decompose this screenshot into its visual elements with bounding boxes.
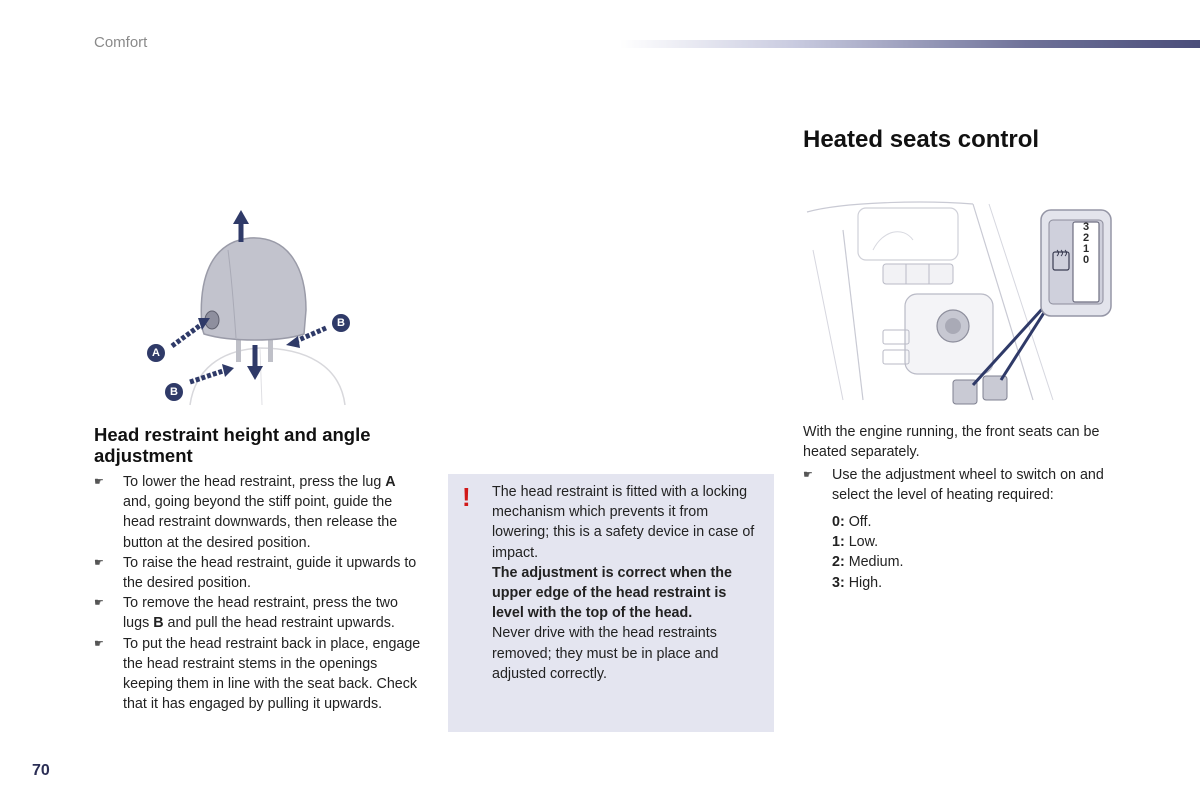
heating-levels [832, 512, 904, 593]
instruction-text: To remove the head restraint, press the two lugs [123, 595, 398, 632]
wheel-mark-0: 0 [1082, 254, 1090, 266]
warning-box [448, 474, 774, 732]
header-bar [620, 40, 1200, 48]
wheel-marks [1073, 222, 1099, 266]
wheel-mark-3: 3 [1082, 221, 1090, 233]
pointing-hand-icon: ☛ [803, 469, 813, 481]
instruction-text: and pull the head restraint upwards. [163, 615, 395, 632]
section-label: Comfort [94, 34, 148, 51]
instruction-text: To raise the head restraint, guide it upwards to the desired position. [123, 554, 417, 592]
warning-text-3: Never drive with the head restraints removed; they must be in place and adjusted correctly. [492, 625, 719, 682]
heated-seats-figure [803, 190, 1115, 408]
heated-seats-heading: Heated seats control [803, 126, 1040, 153]
instruction-text: and, going beyond the stiff point, guide the head restraint downwards, then release the button at the desired position. [123, 494, 398, 551]
instruction-text: A [385, 474, 396, 490]
pointing-hand-icon: ☛ [94, 597, 104, 610]
heating-level-value: High. [844, 574, 883, 591]
instruction-item [94, 472, 424, 553]
heating-level-key: 0: [832, 514, 845, 530]
heating-level-key: 2: [832, 554, 845, 571]
page-number: 70 [32, 762, 50, 779]
warning-text [492, 482, 762, 684]
head-restraint-figure [140, 200, 380, 410]
heating-level-value: Medium. [844, 554, 904, 571]
heated-seats-intro: With the engine running, the front seats can be heated separately. [803, 424, 1100, 461]
heating-level-value: Off. [844, 514, 872, 530]
wheel-mark-1: 1 [1082, 243, 1090, 255]
pointing-hand-icon: ☛ [94, 476, 104, 488]
heating-level [832, 512, 904, 532]
heated-seats-bullet [803, 465, 1143, 505]
instruction-item [94, 553, 424, 593]
instruction-text: To put the head restraint back in place, engage the head restraint stems in the openings keeping them in line with the seat back. Check that it has engaged by pulling it upwards. [123, 635, 421, 713]
head-restraint-heading: Head restraint height and angle adjustment [94, 424, 371, 466]
warning-text-2: The adjustment is correct when the upper edge of the head restraint is level with the top of the head. [492, 564, 732, 622]
warning-text-1: The head restraint is fitted with a locking mechanism which prevents it from lowering; this is a safety device in case of impact. [492, 484, 755, 561]
callout-a: A [147, 344, 165, 362]
heated-seats-bullet-text: Use the adjustment wheel to switch on and select the level of heating required: [832, 467, 1104, 504]
instruction-item [94, 634, 424, 715]
heating-level [832, 552, 904, 572]
heating-level [832, 573, 904, 593]
exclamation-icon: ! [462, 482, 471, 512]
pointing-hand-icon: ☛ [94, 637, 104, 650]
heating-level-value: Low. [844, 534, 879, 551]
heating-level-key: 1: [832, 534, 845, 551]
callout-b-left: B [165, 383, 183, 401]
instruction-item [94, 593, 424, 633]
heating-level-key: 3: [832, 574, 845, 591]
pointing-hand-icon: ☛ [94, 556, 104, 569]
instruction-text: To lower the head restraint, press the lug [123, 474, 386, 490]
head-restraint-instructions [94, 472, 424, 714]
wheel-mark-2: 2 [1082, 232, 1090, 244]
callout-b-right: B [332, 314, 350, 332]
instruction-text: B [153, 615, 164, 632]
heating-level [832, 532, 904, 552]
